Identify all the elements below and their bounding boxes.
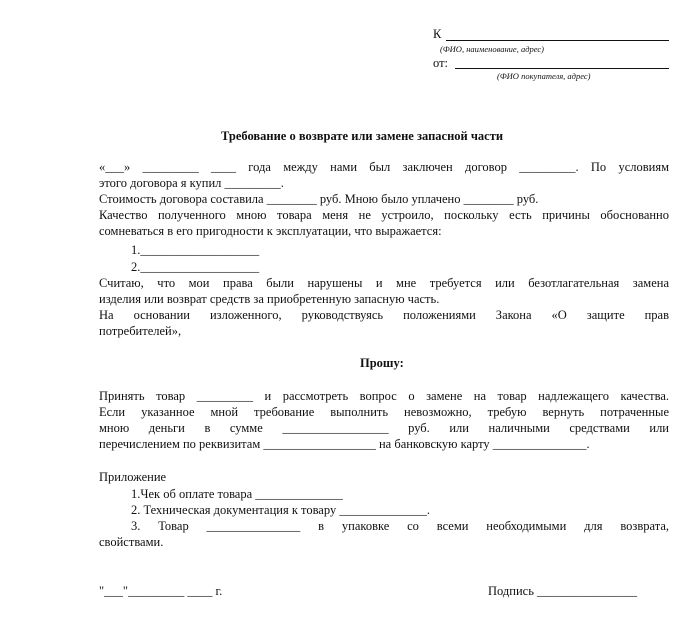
from-underline bbox=[455, 68, 669, 69]
attachments-heading: Приложение bbox=[99, 470, 167, 484]
paragraph-2: Стоимость договора составила ________ руб. Мною было уплачено ________ руб. bbox=[99, 192, 539, 206]
paragraph-5-line-1: На основании изложенного, руководствуясь положениями Закона «О защите прав bbox=[99, 308, 669, 322]
paragraph-1-line-2: этого договора я купил _________. bbox=[99, 176, 284, 190]
from-prefix: от: bbox=[433, 56, 449, 70]
signature-field: Подпись ________________ bbox=[488, 584, 638, 598]
to-caption: (ФИО, наименование, адрес) bbox=[440, 44, 545, 54]
list-item-2: 2.___________________ bbox=[131, 260, 260, 274]
attachment-item-2: 2. Техническая документация к товару ______________. bbox=[131, 503, 430, 517]
date-field: "___"_________ ____ г. bbox=[99, 584, 223, 598]
paragraph-1-line-1: «___» _________ ____ года между нами был заключен договор _________. По условиям bbox=[99, 160, 669, 174]
to-underline bbox=[446, 40, 669, 41]
request-heading: Прошу: bbox=[360, 356, 404, 370]
paragraph-5-line-2: потребителей», bbox=[99, 324, 182, 338]
to-prefix: К bbox=[433, 27, 442, 41]
request-line-2: Если указанное мной требование выполнить невозможно, требую вернуть потраченные bbox=[99, 405, 669, 419]
request-line-4: перечислением по реквизитам __________________ на банковскую карту _______________. bbox=[99, 437, 590, 451]
request-line-1: Принять товар _________ и рассмотреть вопрос о замене на товар надлежащего качества. bbox=[99, 389, 669, 403]
paragraph-4-line-2: изделия или возврат средств за приобретенную запасную часть. bbox=[99, 292, 440, 306]
request-line-3: мною деньги в сумме _________________ руб. или наличными средствами или bbox=[99, 421, 669, 435]
list-item-1: 1.___________________ bbox=[131, 243, 260, 257]
attachment-item-1: 1.Чек об оплате товара ______________ bbox=[131, 487, 343, 501]
attachment-item-3-line-2: свойствами. bbox=[99, 535, 164, 549]
paragraph-3-line-2: сомневаться в его пригодности к эксплуатации, что выражается: bbox=[99, 224, 442, 238]
from-caption: (ФИО покупателя, адрес) bbox=[497, 71, 591, 81]
paragraph-3-line-1: Качество полученного мною товара меня не устроило, поскольку есть причины обоснованно bbox=[99, 208, 669, 222]
paragraph-4-line-1: Считаю, что мои права были нарушены и мне требуется или безотлагательная замена bbox=[99, 276, 669, 290]
attachment-item-3-line-1: 3. Товар _______________ в упаковке со всеми необходимыми для возврата, bbox=[131, 519, 669, 533]
document-title: Требование о возврате или замене запасной части bbox=[221, 129, 504, 143]
